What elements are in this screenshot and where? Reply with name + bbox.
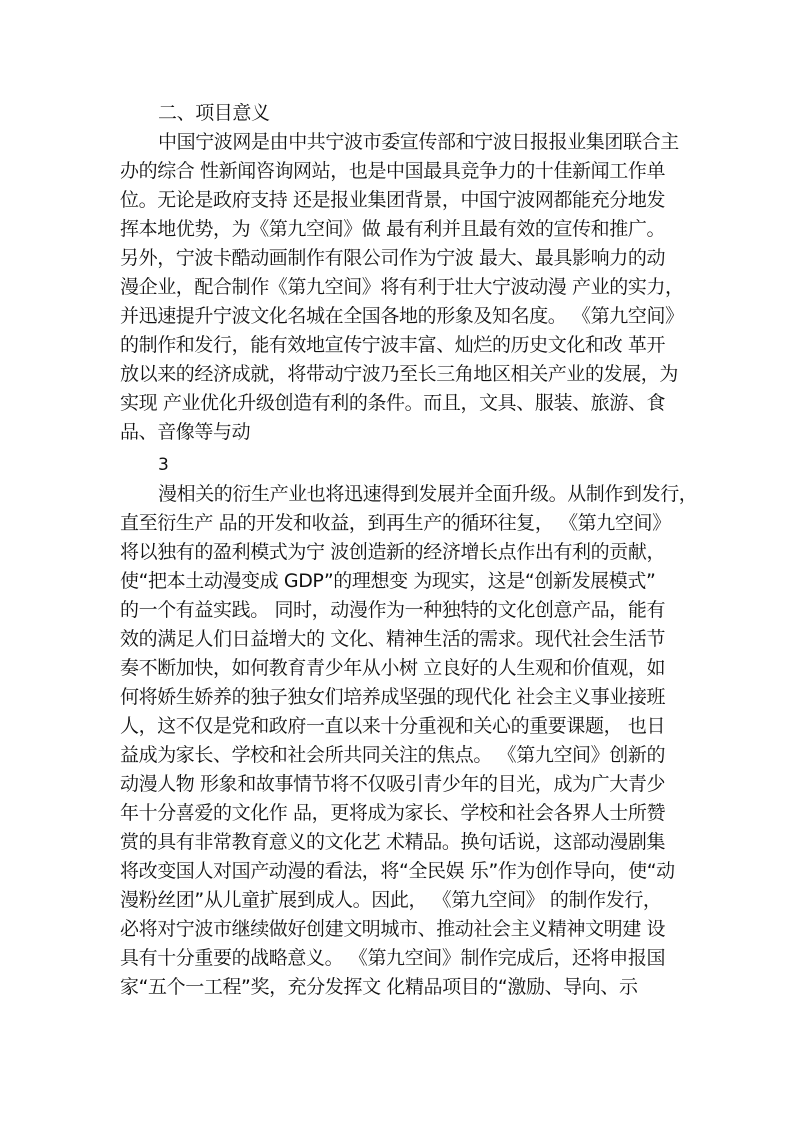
paragraph-line: 直至衍生产 品的开发和收益，到再生产的循环往复， 《第九空间》 xyxy=(120,512,671,534)
section-heading: 二、项目意义 xyxy=(158,102,270,124)
paragraph-line: 的一个有益实践。 同时，动漫作为一种独特的文化创意产品，能有 xyxy=(120,599,666,621)
paragraph-line: 中国宁波网是由中共宁波市委宣传部和宁波日报报业集团联合主 xyxy=(158,131,679,153)
paragraph-line: 具有十分重要的战略意义。 《第九空间》制作完成后，还将申报国 xyxy=(120,947,666,969)
paragraph-line: 赏的具有非常教育意义的文化艺 术精品。换句话说，这部动漫剧集 xyxy=(120,831,666,853)
paragraph-line: 位。无论是政府支持 还是报业集团背景，中国宁波网都能充分地发 xyxy=(120,189,666,211)
paragraph-line: 奏不断加快，如何教育青少年从小树 立良好的人生观和价值观，如 xyxy=(120,657,666,679)
paragraph-line: 放以来的经济成就，将带动宁波乃至长三角地区相关产业的发展，为 xyxy=(120,363,679,385)
paragraph-line: 年十分喜爱的文化作 品，更将成为家长、学校和社会各界人士所赞 xyxy=(120,802,666,824)
paragraph-line: 何将娇生娇养的独子独女们培养成坚强的现代化 社会主义事业接班 xyxy=(120,686,666,708)
paragraph-line: 漫企业，配合制作《第九空间》将有利于壮大宁波动漫 产业的实力， xyxy=(120,276,684,298)
paragraph-line: 效的满足人们日益增大的 文化、精神生活的需求。现代社会生活节 xyxy=(120,628,666,650)
paragraph-line: 的制作和发行，能有效地宣传宁波丰富、灿烂的历史文化和改 革开 xyxy=(120,334,666,356)
paragraph-line: 将改变国人对国产动漫的看法，将“全民娱 乐”作为创作导向，使“动 xyxy=(120,860,675,882)
paragraph-line: 挥本地优势，为《第九空间》做 最有利并且最有效的宣传和推广。 xyxy=(120,218,666,240)
paragraph-line: 另外，宁波卡酷动画制作有限公司作为宁波 最大、最具影响力的动 xyxy=(120,247,666,269)
paragraph-line: 漫相关的衍生产业也将迅速得到发展并全面升级。从制作到发行， xyxy=(158,483,698,505)
paragraph-line: 使“把本土动漫变成 GDP”的理想变 为现实，这是“创新发展模式” xyxy=(120,570,656,592)
paragraph-line: 并迅速提升宁波文化名城在全国各地的形象及知名度。 《第九空间》 xyxy=(120,305,684,327)
paragraph-line: 家“五个一工程”奖，充分发挥文 化精品项目的“激励、导向、示 xyxy=(120,976,638,998)
paragraph-line: 人，这不仅是党和政府一直以来十分重视和关心的重要课题， 也日 xyxy=(120,715,666,737)
paragraph-line: 办的综合 性新闻咨询网站，也是中国最具竞争力的十佳新闻工作单 xyxy=(120,160,666,182)
paragraph-line: 益成为家长、学校和社会所共同关注的焦点。 《第九空间》创新的 xyxy=(120,744,666,766)
page-number: 3 xyxy=(158,455,169,475)
paragraph-line: 实现 产业优化升级创造有利的条件。而且，文具、服装、旅游、食 xyxy=(120,392,666,414)
paragraph-line: 漫粉丝团”从儿童扩展到成人。因此， 《第九空间》 的制作发行， xyxy=(120,889,662,911)
paragraph-line: 必将对宁波市继续做好创建文明城市、推动社会主义精神文明建 设 xyxy=(120,918,666,940)
paragraph-line: 动漫人物 形象和故事情节将不仅吸引青少年的目光，成为广大青少 xyxy=(120,773,666,795)
paragraph-line: 将以独有的盈利模式为宁 波创造新的经济增长点作出有利的贡献， xyxy=(120,541,666,563)
paragraph-line: 品、音像等与动 xyxy=(120,421,251,443)
